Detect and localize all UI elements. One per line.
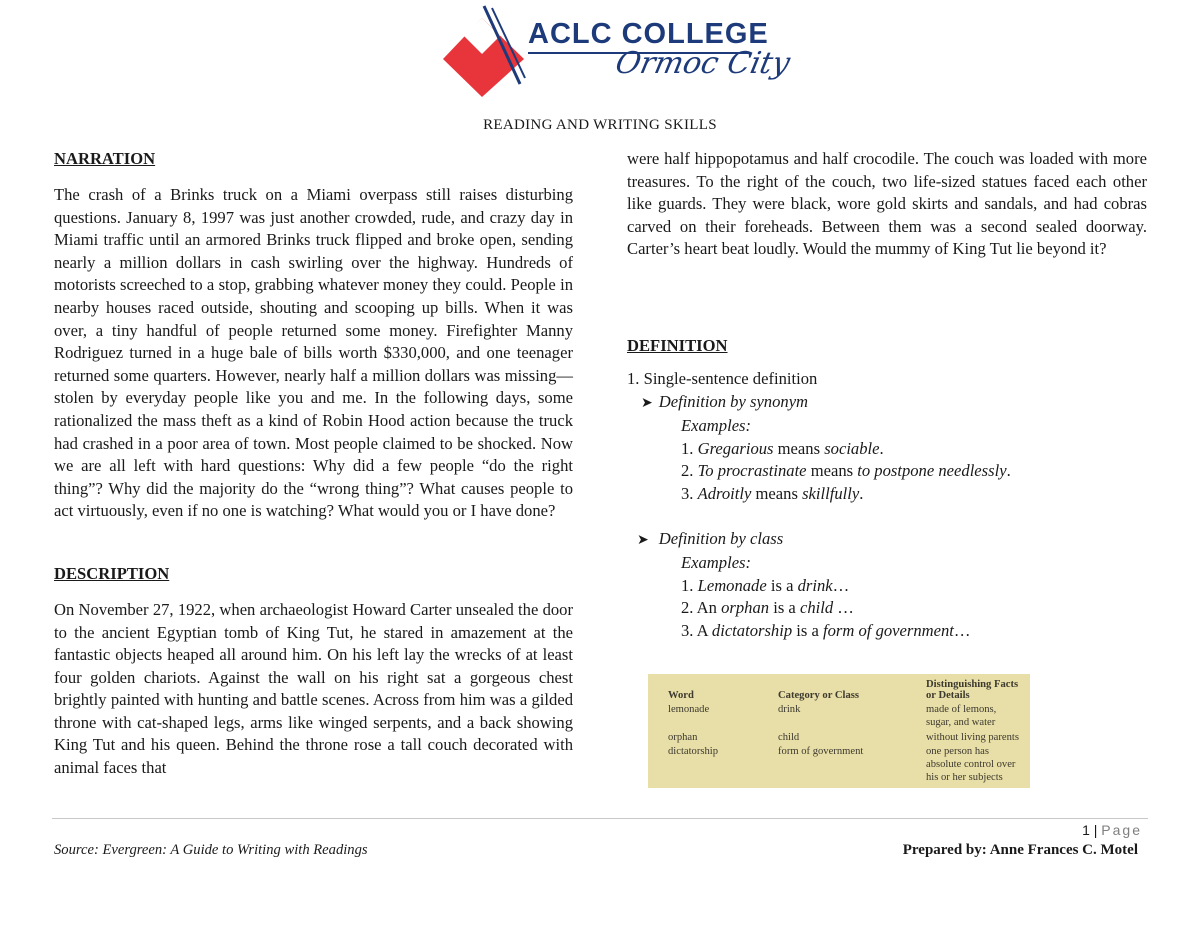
document-header <box>0 0 1200 110</box>
class-examples-label: Examples: <box>681 553 752 573</box>
list-item: 1. Lemonade is a drink… <box>681 575 850 595</box>
table-header: Distinguishing Facts or Details <box>926 678 1019 701</box>
narration-paragraph: The crash of a Brinks truck on a Miami overpass still raises disturbing questions. January 8, 1997 was just another crowded, rude, and crazy day in Miami traffic until an armored Brinks truck flipped and broke open, sending nearly a million dollars in cash swirling over the highway. Hundreds of motorists screeched to a stop, grabbing whatever money they could. People in nearby houses raced outside, shouting and scooping up bills. When it was over, a tiny handful of people returned some money. Firefighter Manny Rodriguez turned in a huge bale of bills worth $330,000, and one teenager returned some quarters. However, nearly half a million dollars was missing—stolen by everyday people like you and me. In the following days, some rationalized the mass theft as a kind of Robin Hood action because the truck had crashed in a poor area of town. Most people claimed to be shocked. Now we are all left with hard questions: Why did a few people “do the right thing”? Why did the majority do the “wrong thing”? What causes people to act virtuously, even if no one is watching? What would you or I have done? <box>54 185 573 521</box>
list-item: 3. Adroitly means skillfully. <box>681 483 864 503</box>
description-paragraph: On November 27, 1922, when archaeologist Howard Carter unsealed the door to the ancient Egyptian tomb of King Tut, he stared in amazement at the fantastic objects heaped all around him. On his left lay the wrecks of at least four golden chariots. Against the wall on his right sat a gorgeous chest brightly painted with hunting and battle scenes. Across from him was a gilded throne with cat-shaped legs, arms like winged serpents, and a back showing King Tut and his queen. Behind the throne rose a tall couch decorated with animal faces that <box>54 599 573 778</box>
source-citation: Source: Evergreen: A Guide to Writing with Readings <box>54 842 368 858</box>
description-heading: DESCRIPTION <box>54 563 170 583</box>
definition-table <box>648 674 1030 788</box>
table-cell: one person has absolute control over his or her subjects <box>926 746 1016 784</box>
narration-heading: NARRATION <box>54 149 156 168</box>
class-label: Definition by class <box>658 528 784 548</box>
college-logo-icon <box>440 4 530 100</box>
left-column <box>54 148 573 780</box>
table-cell: made of lemons, sugar, and water <box>926 703 997 728</box>
arrow-bullet-icon: ➤ <box>637 532 649 548</box>
footer-divider <box>52 818 1148 819</box>
synonym-label: Definition by synonym <box>658 391 809 411</box>
list-item: 1. Gregarious means sociable. <box>681 438 884 458</box>
table-row <box>648 745 1030 788</box>
table-cell: lemonade <box>668 703 710 715</box>
table-header-row <box>648 674 1030 703</box>
bullet-class <box>627 528 1147 553</box>
definition-heading: DEFINITION <box>627 335 728 355</box>
synonym-examples-label: Examples: <box>681 416 752 436</box>
table-cell: form of government <box>778 746 864 758</box>
table-cell: orphan <box>668 732 698 743</box>
list-item: 3. A dictatorship is a form of government… <box>681 620 971 640</box>
page-number: 1 | Page <box>1082 822 1142 838</box>
description-continued: were half hippopotamus and half crocodile. The couch was loaded with more treasures. To the right of the couch, two life-sized statues faced each other like guards. They were black, wore gold skirts and sandals, and had cobras carved on their foreheads. Between them was a second sealed doorway. Carter’s heart beat loudly. Would the mummy of King Tut lie beyond it? <box>627 149 1147 259</box>
table-cell: dictatorship <box>668 746 719 758</box>
table-header: Word <box>668 689 694 701</box>
bullet-synonym <box>627 391 1147 416</box>
right-column <box>627 148 1147 643</box>
prepared-by: Prepared by: Anne Frances C. Motel <box>902 842 1138 858</box>
list-item: 2. To procrastinate means to postpone needlessly. <box>681 461 1011 481</box>
definition-subheading: 1. Single-sentence definition <box>627 368 818 388</box>
list-item: 2. An orphan is a child … <box>681 598 854 618</box>
college-name: ACLC COLLEGE <box>528 18 769 50</box>
table-cell: drink <box>778 703 801 715</box>
college-city: Ormoc City <box>612 46 794 81</box>
table-cell: child <box>778 732 800 743</box>
arrow-bullet-icon: ➤ <box>641 395 653 411</box>
table-row <box>648 731 1030 745</box>
table-cell: without living parents <box>926 732 1019 743</box>
table-row <box>648 703 1030 732</box>
subject-title: READING AND WRITING SKILLS <box>483 117 717 133</box>
table-header: Category or Class <box>778 689 860 701</box>
